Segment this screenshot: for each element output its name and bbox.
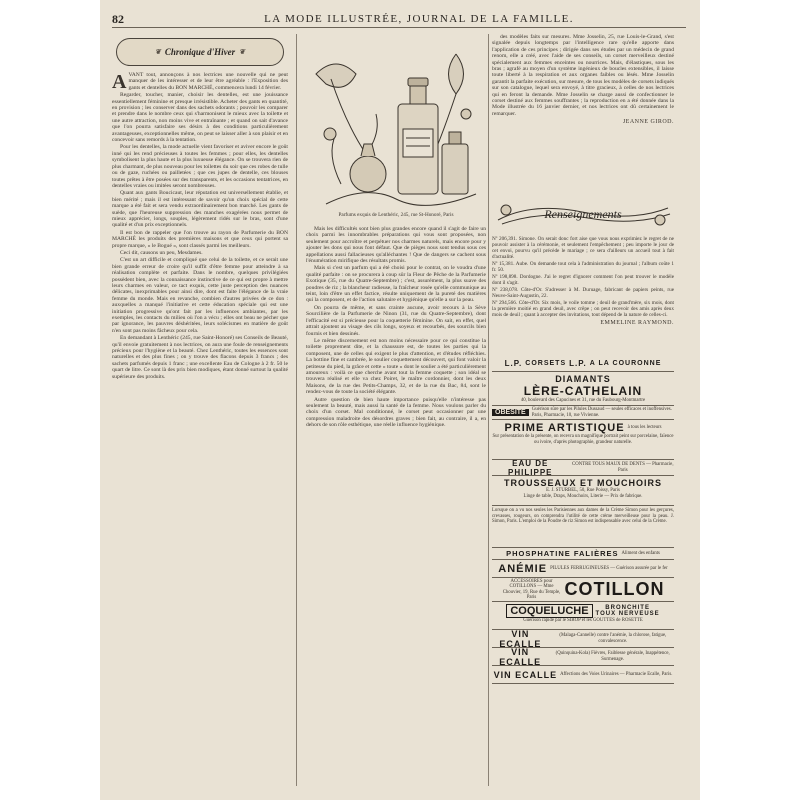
paragraph: En demandant à Lenthéric (245, rue Saint-Honoré) ses Conseils de Beauté, qu'il envoie gratuitement à nos lectrices, on aura une foule de renseignements précieux pour l'hygiène et la beauté. Chez Lenthéric, toutes les essences sont naturelles et des plus fines ; on y trouve des flacons depuis 3 francs ; des sachets parfumés depuis 1 franc ; une excellente Eau de Cologne à 2 fr. 50 le quart de litre. Ce sont là des prix bien modiques, étant donné surtout la qualité supérieure des produits. [112,335,288,380]
ad-vin-ecalle-2: VIN ECALLE (Quinquina-Kola) Fièvres, Faiblesse générale, Inappétence, Surmenage. [492,648,674,666]
ornament-left-icon: ❦ [154,47,161,56]
perfume-illustration [306,34,486,210]
paragraph: Nº 15,381. Aube. On demande tout cela à l'administration du journal ; l'album coûte 1 fr. 50. [492,261,674,273]
ad-corsets: L.P. CORSETS L.P. A LA COURONNE [492,356,674,372]
ad-phosphatine: PHOSPHATINE FALIÈRES Aliment des enfants [492,548,674,560]
ad-prime-artistique: PRIME ARTISTIQUE à tous les lecteurs Sur présentation de la présente, on recevra un magnifique portrait peint sur porcelaine, faïence ou ivoire, d'après photographie, grandeur naturelle. [492,420,674,460]
ad-vin-ecalle-1: VIN ECALLE (Malaga-Cannelle) contre l'anémie, la chlorose, fatigue, convalescence. [492,630,674,648]
paragraph: VANT tout, annonçons à nos lectrices une nouvelle qui ne peut manquer de les intéresser et de leur être agréable : l'Exposition des gants et dentelles du BON MARCHÉ, commencera lundi 14 février. [128,72,288,91]
drop-cap: A [112,71,127,93]
paragraph: Pour les dentelles, la mode actuelle vient favoriser et aviver encore le goût inné qui les rend précieuses à toutes les femmes ; pour elles, les dentelles symbolisent la plus haute et la plus luxueuse élégance. On se trouvera rien de plus charmant, de plus nouveau pour les toilettes du soir que ces robes de tulle ou de gaze, ruchées ou pailletées ; que ces jupes de dentelle, ces blouses toutes prêtes à être posées sur des transparents, et les occasions tentatrices, en dentelles vraies ou imitées seront nombreuses. [112,144,288,189]
paragraph: Le même discernement est non moins nécessaire pour ce qui constitue la toilette proprement dite, et la chaussure est, de toutes les parties qui la composent, une de celles qui exigent le plus d'attention, et d'études réfléchies. La bottine fine et cambrée, le soulier coquettement découvert, qui font valoir la petitesse du pied, la grâce et cette « toute » dont le soulier a été particulièrement amoureux : voilà ce que cherche avant tout la femme coquette ; son idéal se trouvera réalisé et elle va chez Poiret, le maître cordonnier, dont les deux Maisons, de la rue des Petits-Champs, 32, et de la rue du Bac, 84, sont le rendez-vous de toute la société élégante. [306,337,486,396]
renseignements-signature: EMMELINE RAYMOND. [600,320,674,326]
ad-cotillon: ACCESSOIRES pour COTILLONS — Mme Chouvier, 19, Rue du Temple, Paris COTILLON [492,578,674,602]
ad-coqueluche: COQUELUCHE BRONCHITE TOUX NERVEUSE Guérison rapide par le SIROP et les GOUTTES de ROSETTE [492,602,674,630]
paragraph: Regarder, toucher, manier, choisir les dentelles, est une jouissance essentiellement féminine et presque irrésistible. Acheter des gants en quantité, en provision ; les conserver dans des sachets odorants ; pouvoir les comparer et prendre dans le nombre ceux qui s'harmonisent le mieux avec la toilette et une autre attraction, non moins vive et entraînante ; et quand on sait d'avance que l'on pourra satisfaire ses désirs à des conditions particulièrement avantageuses, exceptionnelles même, on peut se laisser aller à son plaisir et en concevoir sans remords à la tentation. [112,92,288,144]
column-rule-2 [488,34,489,786]
paragraph: C'est un art difficile et compliqué que celui de la toilette, et ce serait une bien grande erreur de croire qu'il suffit d'être femme pour atteindre à sa réalisation complète et parfaite. Dans le nombre, quelques privilégiées possèdent bien, avec la connaissance instinctive de ce qui est propre à mettre leurs charmes en valeur, ce tact exquis, cette juste perception des nuances délicates, inexprimables pour ainsi dire, dont est faite l'élégance de la vraie femme du monde. Mais en revanche, combien d'autres privées de ce don : auxquelles a manqué l'initiative et cette éducation spéciale qui est une initiation progressive qu'ont fait par les influences ambiantes, par les exemples, les contacts du milieu où l'on a vécu ; elles ont beau ne pécher que par ignorance, les pauvres déshéritées, leurs solécismes en matière de goût n'en sont pas moins fâcheux pour cela. [112,257,288,334]
column-chronique [112,34,288,786]
paragraph: Autre question de bien haute importance puisqu'elle n'intéresse pas seulement la beauté, mais aussi la santé de la femme. Nous voulons parler du choix d'un corset. Mal conditionné, le corset peut occasionner par une compression maladroite des désordres graves ; bien fait, au contraire, il a, en dehors de son rôle esthétique, une réelle influence hygiénique. [306,396,486,429]
renseignements-title: Renseignements [544,207,622,221]
illustration-caption: Parfums exquis de Lenthéric, 245, rue St-Honoré, Paris [338,212,454,218]
ad-diamants: DIAMANTS LÈRE-CATHELAIN 40, boulevard des Capucines et 31, rue du Faubourg-Montmartre [492,372,674,406]
ad-trousseaux: TROUSSEAUX ET MOUCHOIRS E. J. STURBEL, 50, Rue Poissy, Paris Linge de table, Draps, Mouchoirs, Literie — Prix de fabrique. [492,476,674,506]
section-title-banner [116,38,284,66]
paragraph: Quant aux gants Boucicaut, leur réputation est universellement établie, et bien mérité ; mais il est intéressant de savoir qu'un choix spécial de cette marque a été fait et sera vendu extraordinairement bon marché. Les gants de suède, que l'heureuse suppression des manches exagérées nous permet de mieux apprécier, longs, souples, légèrement ridés sur le bras, sont d'une qualité et d'un prix exceptionnels. [112,190,288,229]
page-number: 82 [112,12,124,26]
ad-eau-de-philippe: EAU DE PHILIPPE CONTRE TOUS MAUX DE DENTS — Pharmacie, Paris [492,460,674,476]
paragraph: Nº 238,078. Côte-d'Or. S'adresser à M. Duruage, fabricant de papiers peints, rue Neuve-Saint-Augustin, 22. [492,287,674,299]
renseignements-text [492,236,674,354]
column-rule-1 [296,34,297,786]
column-2 [306,226,486,766]
section-title: Chronique d'Hiver [164,46,236,57]
ad-obesite: OBÉSITÉ Guérison sûre par les Pilules Dussaud — seules efficaces et inoffensives. Paris, Pharmacie, 10, rue Vivienne. [492,406,674,420]
advertisements [492,356,674,684]
paragraph: Ceci dit, causons un peu, Mesdames. [120,249,203,256]
paragraph: Nº 206,391. Simone. On serait donc fort aise que vous nous exprimiez le regret de ne pouvoir assister à la cérémonie, et seulement l'empêchement ; peu importe le jour de cet envoi, pourvu qu'il précède le mariage ; ce sera d'ailleurs un accueil tout à fait d'actualité. [492,236,674,260]
ad-anemie: ANÉMIE PILULES FERRUGINEUSES — Guérison assurée par le fer [492,560,674,578]
ornament-right-icon: ❦ [239,47,245,56]
paragraph: Mais si c'est un parfum qui a été choisi pour le contrat, on le voudra d'une qualité parfaite : on se procurera à coup sûr la Fleur de Pêche de la Parfumerie Exotique (35, rue du Quatre-Septembre) ; c'est, assurément, la plus suave des poudres de riz ; la blancheur radieuse, la fraîcheur rosée qu'elle communique au teint, loin d'être un effet factice, résulte uniquement de la pureté des matières qui la composent, et de l'action salutaire et hygiénique qu'elle a sur la peau. [306,265,486,304]
column-3 [492,34,674,184]
ad-vin-ecalle-3: VIN ECALLE Affections des Voies Urinaires — Pharmacie Ecalle, Paris. [492,666,674,684]
renseignements-banner [492,198,674,230]
paragraph: des modèles faits sur mesures. Mme Josselin, 25, rue Louis-le-Grand, s'est signalée depuis longtemps par l'intelligence rare qu'elle apporte dans l'application de ces principes ; dirigée dans ses études par un médecin de grand renom, elle a créé, avec l'aide de ses conseils, un corset merveilleux destiné spécialement aux femmes enceintes ou nourrices. Mais, d'élastiques, sous les bras ; agrafé au moyen d'un système ingénieux de boucles extensibles, il laisse toute liberté à la respiration et aux organes faibles ou lésés. Mme Josselin garantit la parfaite exécution, sur mesure, de tous les modèles de corsets indiqués sur son catalogue, lequel sera envoyé, à titre gracieux, à celles de nos lectrices qui en feront la demande. Mme Josselin se charge aussi de confectionner le corset destiné aux femmes souffrantes ; la reproduction en a été donnée dans la Mode illustrée du 16 janvier dernier, et nos lectrices ont dû certainement le remarquer. [492,34,674,117]
paragraph: On pourra de même, et sans crainte aucune, avoir recours à la Sève Sourcilière de la Parfumerie de Ninon (31, rue du Quatre-Septembre), dont l'efficacité est si précieuse pour la coquetterie féminine. On sait, en effet, quel attrait ajoutent au visage des cils longs, soyeux et recourbés, des sourcils bien fournis et bien dessinés. [306,304,486,337]
author-signature: JEANNE GIROD. [622,119,674,126]
newspaper-page [100,0,700,800]
ad-creme-simon: Lorsque on a vu nos seules les Parisiennes aux dames de la Crème Simon pour les gerçures, crevasses, rougeurs, on comprendra l'utilité de cette crème merveilleuse pour la peau. J. Simon, Paris. L'emploi de la Poudre de riz Simon est indispensable avec celui de la Crème. [492,506,674,548]
paragraph: Il est bon de rappeler que l'on trouve au rayon de Parfumerie du BON MARCHÉ les produits des premières maisons et que ceux qui portent sa propre marque, « le Bogué », sont classés parmi les meilleurs. [112,229,288,249]
paragraph: Nº 294,566. Côte-d'Or. Six mois, le voile tomme ; deuil de grand'mère, six mois, dont la première moitié en grand deuil, avec crêpe ; on peut recevoir des amis après deux mois de deuil ; quant à accepter des invitations, tout dépend de la nature de celles-ci. [492,300,674,318]
journal-title: LA MODE ILLUSTRÉE, JOURNAL DE LA FAMILLE. [264,13,574,25]
paragraph: Nº 198,898. Dordogne. J'ai le regret d'ignorer comment l'on peut trouver le modèle dont il s'agit. [492,274,674,286]
paragraph: Mais les difficultés sont bien plus grandes encore quand il s'agit de faire un choix parmi les innombrables préparations qui vous sont proposées, non seulement pour accroître et perpétuer nos charmes naturels, mais encore pour y ajouter les dons qui nous font défaut. Que de pièges nous sont tendus sous ces appellations aussi fallacieuses qu'alléchantes ! Que de dangers se cachent sous l'énumération mirifique des résultats promis. [306,226,486,265]
page-header [112,12,686,28]
